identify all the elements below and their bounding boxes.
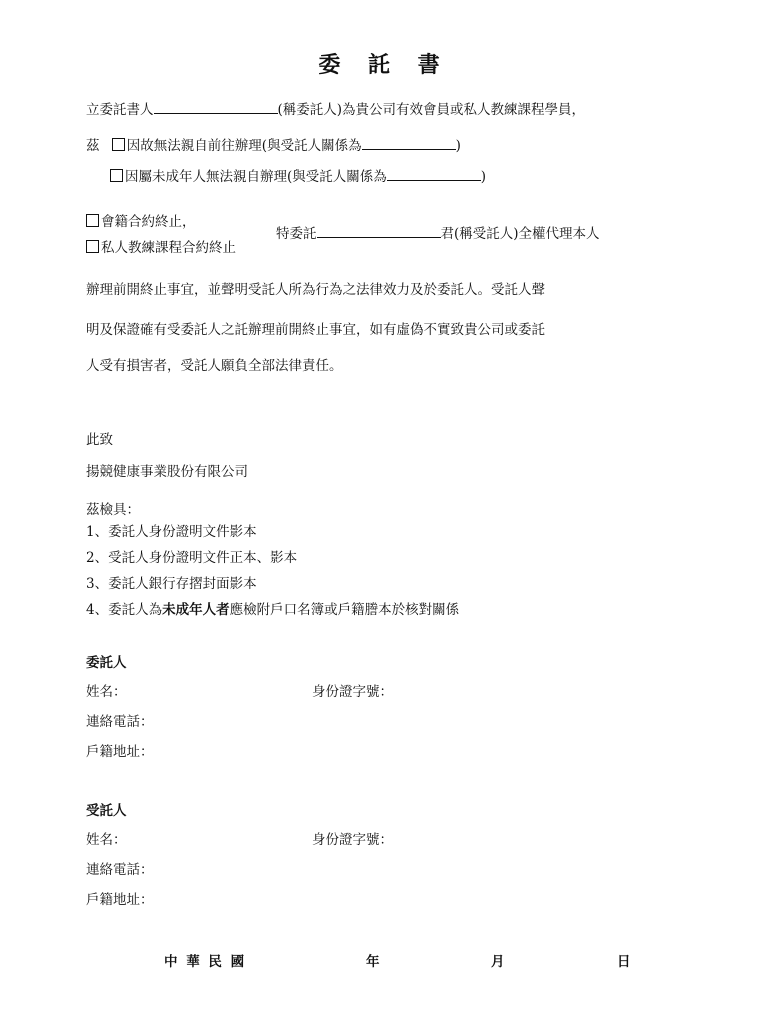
body-line-2: 明及保證確有受委託人之託辦理前開終止事宜，如有虛偽不實致貴公司或委託 <box>86 322 545 338</box>
principal-name-label: 姓名： <box>86 684 127 700</box>
document-title: 委 託 書 <box>318 52 450 78</box>
intro-line <box>86 98 585 118</box>
principal-heading: 委託人 <box>86 655 127 671</box>
salutation: 此致 <box>86 432 113 448</box>
date-era: 中 華 民 國 <box>164 954 247 970</box>
attachment-item-4 <box>86 598 459 618</box>
reason2-prefix: 因屬未成年人無法親自辦理(與受託人關係為 <box>125 169 387 185</box>
reason2-checkbox[interactable] <box>110 169 123 182</box>
agent-line <box>276 222 600 242</box>
company-name: 揚競健康事業股份有限公司 <box>86 464 248 480</box>
contract-option-1 <box>86 210 196 230</box>
agent-suffix: 君(稱受託人)全權代理本人 <box>440 226 600 242</box>
agent-prefix: 特委託 <box>276 226 317 242</box>
date-month: 月 <box>491 954 505 970</box>
principal-id-label: 身份證字號： <box>312 684 393 700</box>
body-line-1: 辦理前開終止事宜，並聲明受託人所為行為之法律效力及於委託人。受託人聲 <box>86 282 545 298</box>
attachments-heading: 茲檢具： <box>86 502 140 518</box>
contract2-checkbox[interactable] <box>86 240 99 253</box>
agent-name-label: 姓名： <box>86 832 127 848</box>
intro-prefix: 立委託書人 <box>86 102 154 118</box>
reason-option-2 <box>110 165 486 185</box>
body-line-3: 人受有損害者，受託人願負全部法律責任。 <box>86 358 343 374</box>
attachment-item-3: 3、委託人銀行存摺封面影本 <box>86 576 257 592</box>
item4-bold: 未成年人者 <box>162 602 230 618</box>
contract1-label: 會籍合約終止， <box>101 214 196 230</box>
reason1-checkbox[interactable] <box>112 138 125 151</box>
contract2-label: 私人教練課程合約終止 <box>101 240 236 256</box>
item4-suffix: 應檢附戶口名簿或戶籍謄本於核對關係 <box>229 602 460 618</box>
intro-suffix: (稱委託人)為貴公司有效會員或私人教練課程學員， <box>277 102 586 118</box>
reason2-suffix: ) <box>480 169 487 185</box>
agent-phone-label: 連絡電話： <box>86 862 154 878</box>
reasons-lead: 茲 <box>86 138 100 154</box>
attachment-item-1: 1、委託人身份證明文件影本 <box>86 524 257 540</box>
reason-option-1 <box>86 134 461 154</box>
contract1-checkbox[interactable] <box>86 214 99 227</box>
attachment-item-2: 2、受託人身份證明文件正本、影本 <box>86 550 298 566</box>
date-day: 日 <box>617 954 631 970</box>
agent-heading: 受託人 <box>86 803 127 819</box>
contract-option-2 <box>86 236 236 256</box>
date-year: 年 <box>366 954 380 970</box>
reason1-relation-blank[interactable] <box>362 137 456 150</box>
agent-name-blank[interactable] <box>317 225 441 238</box>
principal-name-blank[interactable] <box>154 101 278 114</box>
agent-address-label: 戶籍地址： <box>86 892 154 908</box>
reason2-relation-blank[interactable] <box>387 168 481 181</box>
principal-address-label: 戶籍地址： <box>86 744 154 760</box>
item4-prefix: 4、委託人為 <box>86 602 163 618</box>
principal-phone-label: 連絡電話： <box>86 714 154 730</box>
agent-id-label: 身份證字號： <box>312 832 393 848</box>
reason1-suffix: ) <box>455 138 461 154</box>
reason1-prefix: 因故無法親自前往辦理(與受託人關係為 <box>126 138 362 154</box>
